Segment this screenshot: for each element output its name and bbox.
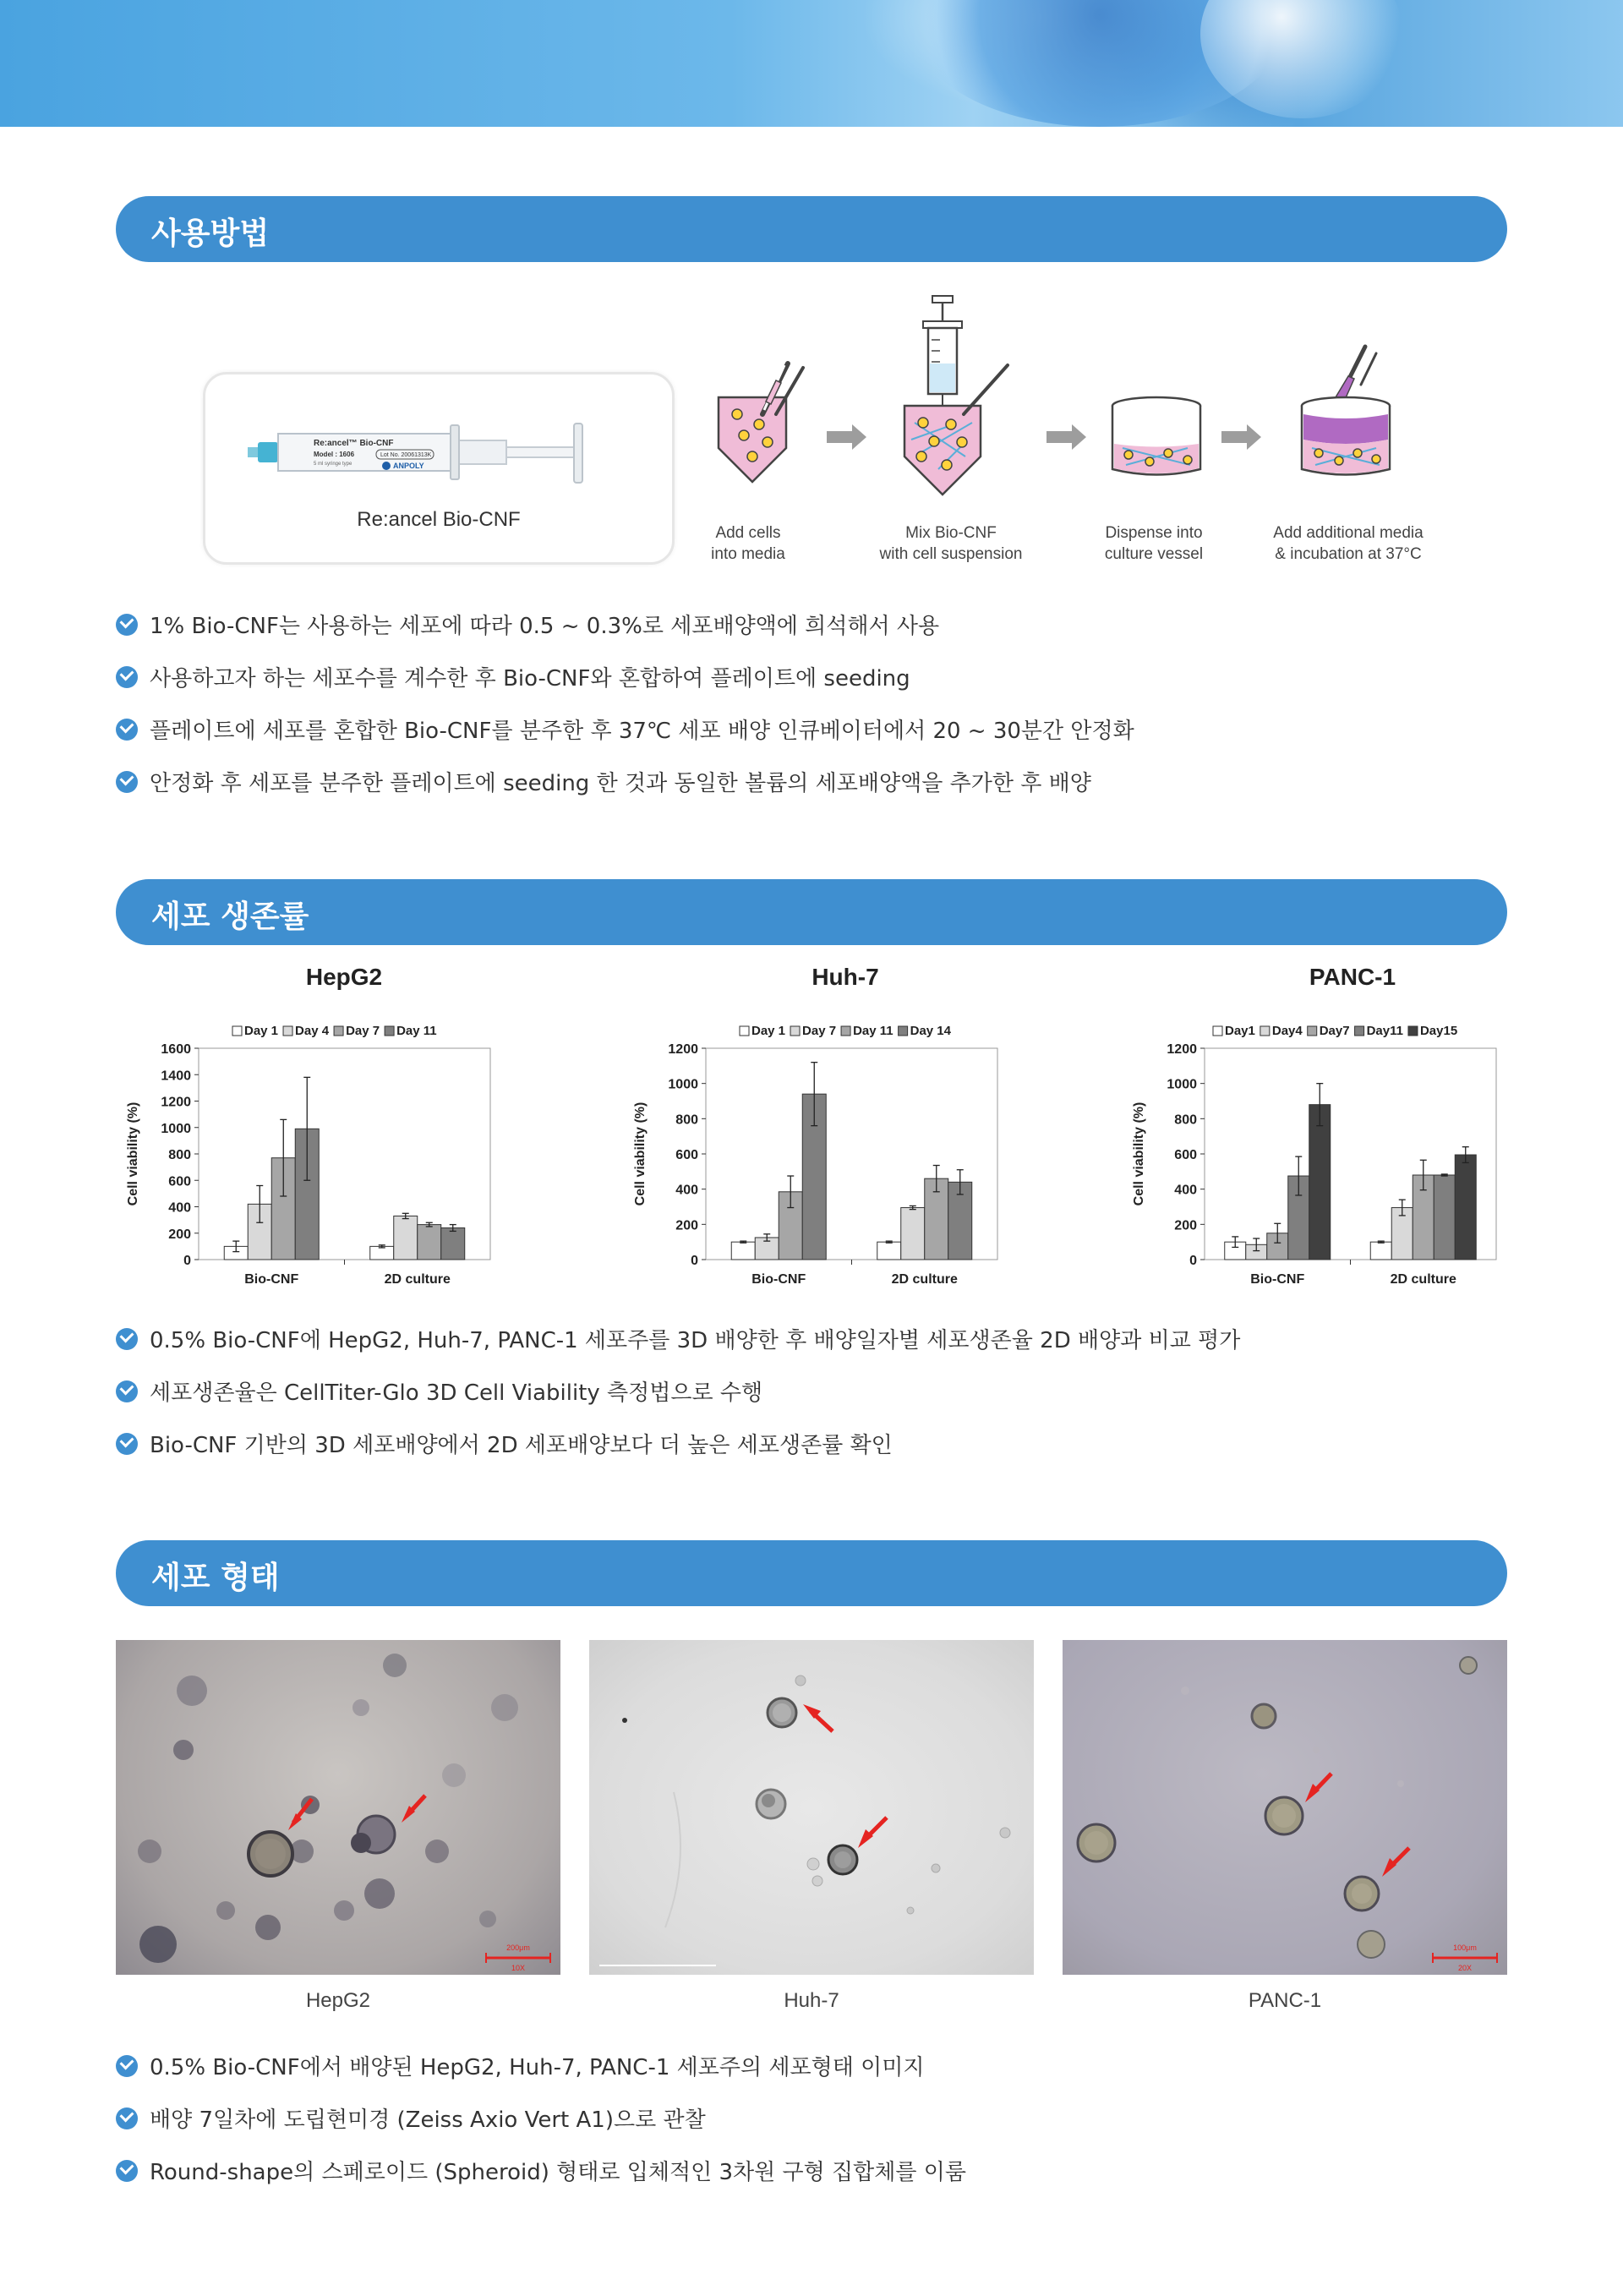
legend-swatch bbox=[232, 1026, 242, 1036]
syringe-maker: ANPOLY bbox=[393, 462, 424, 470]
y-tick-label: 1400 bbox=[161, 1069, 191, 1084]
legend bbox=[740, 1024, 952, 1038]
check-circle-icon bbox=[116, 614, 138, 636]
section-title-viability: 세포 생존률 bbox=[151, 899, 309, 934]
y-tick-label: 400 bbox=[675, 1183, 698, 1198]
bar bbox=[441, 1228, 465, 1260]
micrograph-hepg2 bbox=[116, 1640, 560, 1975]
x-tick-label: Bio-CNF bbox=[1250, 1272, 1305, 1287]
check-circle-icon bbox=[116, 2160, 138, 2182]
check-circle-icon bbox=[116, 2107, 138, 2129]
y-tick-label: 400 bbox=[168, 1200, 191, 1216]
legend-label: Day 11 bbox=[396, 1024, 437, 1038]
y-tick-label: 400 bbox=[1174, 1183, 1197, 1198]
legend bbox=[1213, 1024, 1457, 1038]
bar bbox=[1309, 1105, 1331, 1260]
legend-label: Day 4 bbox=[295, 1024, 330, 1038]
step1-tube-icon bbox=[719, 364, 803, 482]
step4-label: Add additional media & incubation at 37°C bbox=[1273, 524, 1424, 563]
chart-panc1 bbox=[1124, 1014, 1513, 1302]
legend-swatch bbox=[334, 1026, 343, 1036]
y-tick-label: 0 bbox=[691, 1254, 698, 1268]
syringe-luer bbox=[258, 442, 278, 462]
step3-vessel-icon bbox=[1112, 397, 1200, 475]
section-header-morphology bbox=[116, 1540, 1507, 1606]
syringe-lot: Lot No. 20061313K bbox=[380, 452, 432, 458]
legend-label: Day11 bbox=[1366, 1024, 1403, 1038]
check-circle-icon bbox=[116, 666, 138, 688]
list-item: 0.5% Bio-CNF에 HepG2, Huh-7, PANC-1 세포주를 3D 배양한 후 배양일자별 세포생존율 2D 배양과 비교 평가 bbox=[116, 1323, 1240, 1375]
check-circle-icon bbox=[116, 771, 138, 793]
bar bbox=[901, 1208, 925, 1260]
list-item: 세포생존율은 CellTiter-Glo 3D Cell Viability 측정법으로 수행 bbox=[116, 1375, 1240, 1428]
step1-label: Add cells into media bbox=[711, 524, 785, 563]
y-tick-label: 1200 bbox=[161, 1095, 191, 1110]
bar bbox=[1455, 1155, 1476, 1260]
arrow-icon-3 bbox=[1221, 424, 1261, 450]
y-tick-label: 1200 bbox=[668, 1042, 698, 1057]
x-tick-label: Bio-CNF bbox=[244, 1272, 299, 1287]
legend-label: Day7 bbox=[1319, 1024, 1350, 1038]
check-circle-icon bbox=[116, 2055, 138, 2077]
photo-caption-huh7: Huh-7 bbox=[784, 1989, 839, 2012]
micrograph-panc1-drawing bbox=[1063, 1640, 1507, 1975]
magnification-label: 20X bbox=[1457, 1964, 1473, 1972]
legend-swatch bbox=[841, 1026, 850, 1036]
section-header-usage bbox=[116, 196, 1507, 262]
x-tick-label: 2D culture bbox=[1390, 1272, 1456, 1287]
y-tick-label: 800 bbox=[168, 1148, 191, 1162]
chart-title-huh7: Huh-7 bbox=[812, 964, 879, 990]
legend-swatch bbox=[790, 1026, 800, 1036]
y-tick-label: 1000 bbox=[1167, 1077, 1197, 1092]
bar bbox=[877, 1242, 901, 1260]
photo-caption-panc1: PANC-1 bbox=[1248, 1989, 1322, 2012]
morphology-bullet-list bbox=[116, 2050, 966, 2207]
legend-swatch bbox=[740, 1026, 749, 1036]
usage-bullet-list bbox=[116, 609, 1134, 818]
micrograph-huh7-drawing bbox=[589, 1640, 1034, 1975]
arrow-icon-1 bbox=[827, 424, 866, 450]
chart-title-hepg2: HepG2 bbox=[305, 964, 383, 990]
legend-swatch bbox=[283, 1026, 292, 1036]
legend-swatch bbox=[1213, 1026, 1222, 1036]
syringe-plunger-rod bbox=[506, 447, 574, 457]
syringe-spec: 5 ml syringe type bbox=[314, 462, 352, 467]
section-title-morphology: 세포 형태 bbox=[151, 1561, 280, 1595]
y-axis-label: Cell viability (%) bbox=[126, 1102, 140, 1206]
bar bbox=[418, 1225, 441, 1260]
list-item: 안정화 후 세포를 분주한 플레이트에 seeding 한 것과 동일한 볼륨의 세포배양액을 추가한 후 배양 bbox=[116, 766, 1134, 818]
anpoly-logo-icon bbox=[382, 462, 391, 470]
y-axis-label: Cell viability (%) bbox=[1132, 1102, 1146, 1206]
legend-label: Day1 bbox=[1225, 1024, 1255, 1038]
micrograph-hepg2-drawing bbox=[116, 1640, 560, 1975]
legend-swatch bbox=[385, 1026, 394, 1036]
syringe-brand: Re:ancel™ Bio-CNF bbox=[314, 439, 394, 448]
bar bbox=[394, 1216, 418, 1260]
legend-label: Day15 bbox=[1419, 1024, 1458, 1038]
scale-label: 200μm bbox=[506, 1943, 530, 1952]
syringe-image bbox=[205, 374, 672, 501]
y-tick-label: 800 bbox=[675, 1112, 698, 1128]
y-tick-label: 600 bbox=[168, 1174, 191, 1189]
x-tick-label: 2D culture bbox=[891, 1272, 958, 1287]
list-item: Round-shape의 스페로이드 (Spheroid) 형태로 입체적인 3차원 구형 집합체를 이룸 bbox=[116, 2155, 966, 2207]
product-label: Re:ancel Bio-CNF bbox=[357, 508, 521, 531]
legend-swatch bbox=[1408, 1026, 1418, 1036]
list-item: 사용하고자 하는 세포수를 계수한 후 Bio-CNF와 혼합하여 플레이트에 seeding bbox=[116, 661, 1134, 713]
check-circle-icon bbox=[116, 1433, 138, 1455]
y-tick-label: 1000 bbox=[161, 1121, 191, 1136]
list-item: 플레이트에 세포를 혼합한 Bio-CNF를 분주한 후 37℃ 세포 배양 인큐베이터에서 20 ~ 30분간 안정화 bbox=[116, 713, 1134, 766]
viability-bullet-list bbox=[116, 1323, 1240, 1480]
micrograph-huh7 bbox=[589, 1640, 1034, 1975]
y-tick-label: 200 bbox=[168, 1227, 191, 1242]
list-item: 배양 7일차에 도립현미경 (Zeiss Axio Vert A1)으로 관찰 bbox=[116, 2102, 966, 2155]
legend-swatch bbox=[1260, 1026, 1270, 1036]
syringe-flange bbox=[451, 425, 459, 479]
syringe-thumb-rest bbox=[574, 424, 582, 483]
syringe-model: Model : 1606 bbox=[314, 451, 355, 458]
x-tick-label: Bio-CNF bbox=[751, 1272, 806, 1287]
chart-hepg2 bbox=[118, 1014, 507, 1302]
bar bbox=[731, 1242, 755, 1260]
legend-label: Day 14 bbox=[910, 1024, 951, 1038]
bar bbox=[370, 1246, 394, 1260]
legend-label: Day 7 bbox=[346, 1024, 380, 1038]
product-card bbox=[203, 372, 675, 565]
micrograph-panc1 bbox=[1063, 1640, 1507, 1975]
list-item: 1% Bio-CNF는 사용하는 세포에 따라 0.5 ~ 0.3%로 세포배양액에 희석해서 사용 bbox=[116, 609, 1134, 661]
y-tick-label: 200 bbox=[675, 1218, 698, 1233]
step2-label: Mix Bio-CNF with cell suspension bbox=[879, 524, 1023, 563]
chart-title-panc1: PANC-1 bbox=[1309, 964, 1396, 990]
y-tick-label: 1000 bbox=[668, 1077, 698, 1092]
legend-swatch bbox=[1355, 1026, 1364, 1036]
y-tick-label: 1200 bbox=[1167, 1042, 1197, 1057]
arrow-icon-2 bbox=[1046, 424, 1086, 450]
list-item: Bio-CNF 기반의 3D 세포배양에서 2D 세포배양보다 더 높은 세포생존률 확인 bbox=[116, 1428, 1240, 1480]
banner-highlight bbox=[1200, 0, 1403, 118]
y-tick-label: 600 bbox=[675, 1148, 698, 1162]
chart-huh7 bbox=[626, 1014, 1014, 1302]
photo-caption-hepg2: HepG2 bbox=[305, 1989, 371, 2012]
step4-incubation-icon bbox=[1302, 347, 1390, 475]
legend-label: Day 11 bbox=[853, 1024, 893, 1038]
x-tick-label: 2D culture bbox=[384, 1272, 451, 1287]
y-tick-label: 200 bbox=[1174, 1218, 1197, 1233]
legend-swatch bbox=[899, 1026, 908, 1036]
section-title-usage: 사용방법 bbox=[151, 216, 270, 251]
workflow-diagram bbox=[693, 287, 1538, 558]
legend-label: Day 1 bbox=[751, 1024, 786, 1038]
magnification-label: 10X bbox=[511, 1964, 526, 1972]
y-tick-label: 1600 bbox=[161, 1042, 191, 1057]
header-banner bbox=[0, 0, 1623, 127]
legend-label: Day4 bbox=[1271, 1024, 1303, 1038]
check-circle-icon bbox=[116, 1328, 138, 1350]
legend-label: Day 1 bbox=[244, 1024, 279, 1038]
legend bbox=[232, 1024, 437, 1038]
step2-syringe-tube-icon bbox=[904, 296, 1008, 495]
y-axis-label: Cell viability (%) bbox=[633, 1102, 648, 1206]
y-tick-label: 600 bbox=[1174, 1148, 1197, 1162]
bar bbox=[1434, 1175, 1455, 1260]
syringe-plunger-body bbox=[456, 440, 506, 464]
legend-swatch bbox=[1308, 1026, 1317, 1036]
check-circle-icon bbox=[116, 1380, 138, 1402]
y-tick-label: 0 bbox=[183, 1254, 191, 1268]
bar bbox=[1370, 1242, 1391, 1260]
section-header-viability bbox=[116, 879, 1507, 945]
list-item: 0.5% Bio-CNF에서 배양된 HepG2, Huh-7, PANC-1 세포주의 세포형태 이미지 bbox=[116, 2050, 966, 2102]
legend-label: Day 7 bbox=[802, 1024, 837, 1038]
step3-label: Dispense into culture vessel bbox=[1104, 524, 1204, 563]
y-tick-label: 800 bbox=[1174, 1112, 1197, 1128]
check-circle-icon bbox=[116, 719, 138, 741]
y-tick-label: 0 bbox=[1189, 1254, 1197, 1268]
scale-label: 100μm bbox=[1453, 1943, 1477, 1952]
